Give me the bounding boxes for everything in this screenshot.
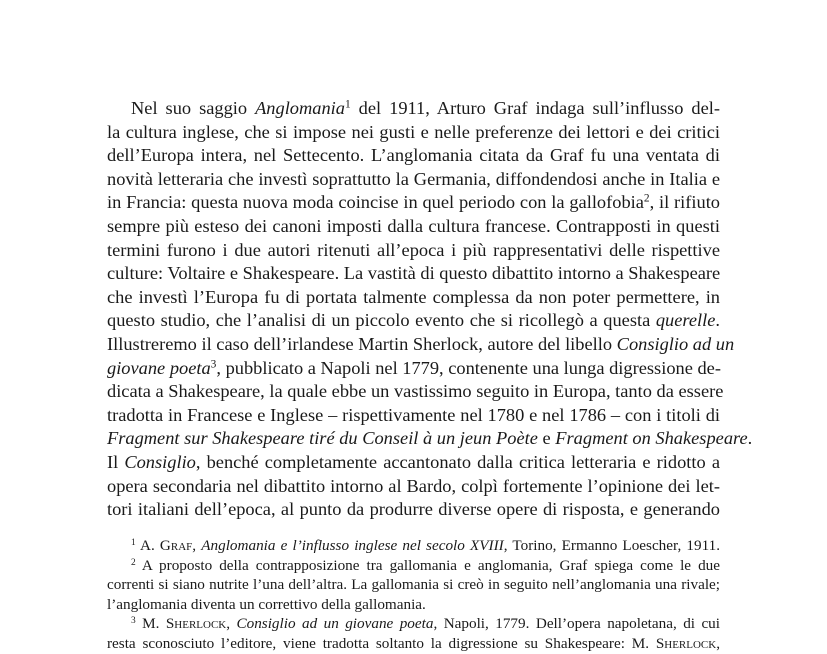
text-run: la cultura inglese, che si impose nei gusti e nelle preferenze dei lettori e dei critici (107, 121, 720, 142)
italic-text: querelle (655, 310, 716, 331)
text-run: e (537, 428, 556, 449)
author-name: Sherlock (655, 634, 717, 652)
text-run: dicata a Shakespeare, la quale ebbe un vastissimo seguito in Europa, tanto da essere (107, 381, 724, 402)
text-run: tradotta in Francese e Inglese – rispettivamente nel 1780 e nel 1786 – con i titoli di (107, 404, 720, 425)
footnote-line (107, 536, 720, 556)
text-run: questo studio, che l’analisi di un piccolo evento che si ricollegò a questa (107, 310, 656, 331)
footnote-marker: 3 (210, 358, 217, 371)
text-run: in Francia: questa nuova moda coincise in quel periodo con la gallofobia (107, 192, 644, 213)
footnote-line (107, 595, 720, 615)
text-run: , (716, 634, 720, 652)
text-run: . (747, 428, 753, 449)
text-run: correnti si siano nutrite l’una dell’altra. La gallomania si creò in seguito nell’anglomania una rivale; (107, 576, 720, 594)
text-run: A. (135, 537, 160, 554)
body-line (107, 357, 720, 381)
text-run: termini furono i due autori ritenuti all’epoca i più rappresentativi delle rispettive (107, 239, 720, 260)
italic-text: Anglomania (255, 98, 345, 118)
body-line (107, 404, 720, 428)
text-run: sempre più esteso dei canoni imposti dalla cultura francese. Contrapposti in questi (107, 215, 720, 236)
text-run: opera secondaria nel dibattito intorno al Bardo, colpì fortemente l’opinione dei let- (107, 475, 720, 496)
footnote-marker: 2 (643, 193, 650, 206)
text-run: resta sconosciuto l’editore, viene tradotta soltanto la digressione su Shakespeare: M. (107, 634, 656, 652)
footnote-marker: 3 (131, 616, 136, 627)
text-run: , il rifiuto (649, 192, 721, 213)
footnote-line (107, 634, 720, 654)
text-run: , Torino, Ermanno Loescher, 1911. (503, 537, 721, 554)
text-run: A proposto della contrapposizione tra gallomania e anglomania, Graf spiega come le due (135, 556, 720, 574)
body-line (107, 239, 720, 263)
italic-text: Consiglio ad un (616, 333, 735, 354)
text-run: , (226, 615, 237, 633)
body-paragraph (107, 97, 753, 522)
italic-text: Consiglio ad un giovane poeta (236, 615, 434, 633)
text-run: l’anglomania diventa un correttivo della gallomania. (107, 595, 426, 613)
body-line (107, 191, 720, 215)
body-line (107, 380, 724, 404)
footnote-marker: 2 (131, 557, 136, 568)
body-line (107, 144, 720, 168)
text-run: dell’Europa intera, nel Settecento. L’anglomania citata da Graf fu una ventata di (107, 145, 720, 166)
text-run: . (715, 310, 720, 331)
body-line (107, 215, 720, 239)
italic-text: Fragment on Shakespeare (555, 428, 748, 449)
text-run: tori italiani dell’epoca, al punto da produrre diverse opere di risposta, e generando (107, 499, 720, 520)
text-run: M. (135, 615, 166, 633)
body-line (107, 309, 720, 333)
text-run: del 1911, Arturo Graf indaga sull’influsso del- (350, 98, 720, 118)
text-run: , benché completamente accantonato dalla critica letteraria e ridotto a (195, 451, 720, 472)
body-line (107, 451, 720, 475)
footnotes (107, 536, 720, 654)
text-run: che investì l’Europa fu di portata talmente complessa da non poter permettere, in (107, 286, 720, 307)
body-line (107, 286, 720, 310)
footnote-line (107, 556, 720, 576)
text-run: culture: Voltaire e Shakespeare. La vastità di questo dibattito intorno a Shakespeare (107, 263, 721, 284)
footnote-marker: 1 (131, 537, 136, 548)
footnote-line (107, 575, 720, 595)
body-line (107, 475, 720, 499)
body-line (107, 498, 720, 522)
italic-text: giovane poeta (107, 357, 211, 378)
body-line (107, 97, 720, 121)
footnote-line (107, 614, 720, 634)
body-line (107, 168, 720, 192)
body-line (107, 121, 720, 145)
text-run: , Napoli, 1779. Dell’opera napoletana, di cui (433, 615, 720, 633)
text-run: , pubblicato a Napoli nel 1779, contenente una lunga digressione de- (216, 357, 721, 378)
text-run: , (192, 537, 202, 554)
author-name: Sherlock (165, 615, 227, 633)
body-line (107, 262, 720, 286)
italic-text: Fragment sur Shakespeare tiré du Conseil à un jeun Poète (107, 428, 538, 449)
italic-text: Consiglio (124, 451, 196, 472)
body-line (107, 427, 753, 451)
body-line (107, 333, 735, 357)
text-run: Illustreremo il caso dell’irlandese Martin Sherlock, autore del libello (107, 333, 617, 354)
text-run: Nel suo saggio (131, 98, 256, 118)
footnote-marker: 1 (344, 98, 351, 111)
italic-text: Anglomania e l’influsso inglese nel secolo XVIII (201, 537, 504, 554)
text-run: Il (107, 451, 125, 472)
author-name: Graf (159, 537, 193, 554)
text-run: novità letteraria che investì soprattutto la Germania, diffondendosi anche in Italia e (107, 168, 720, 189)
